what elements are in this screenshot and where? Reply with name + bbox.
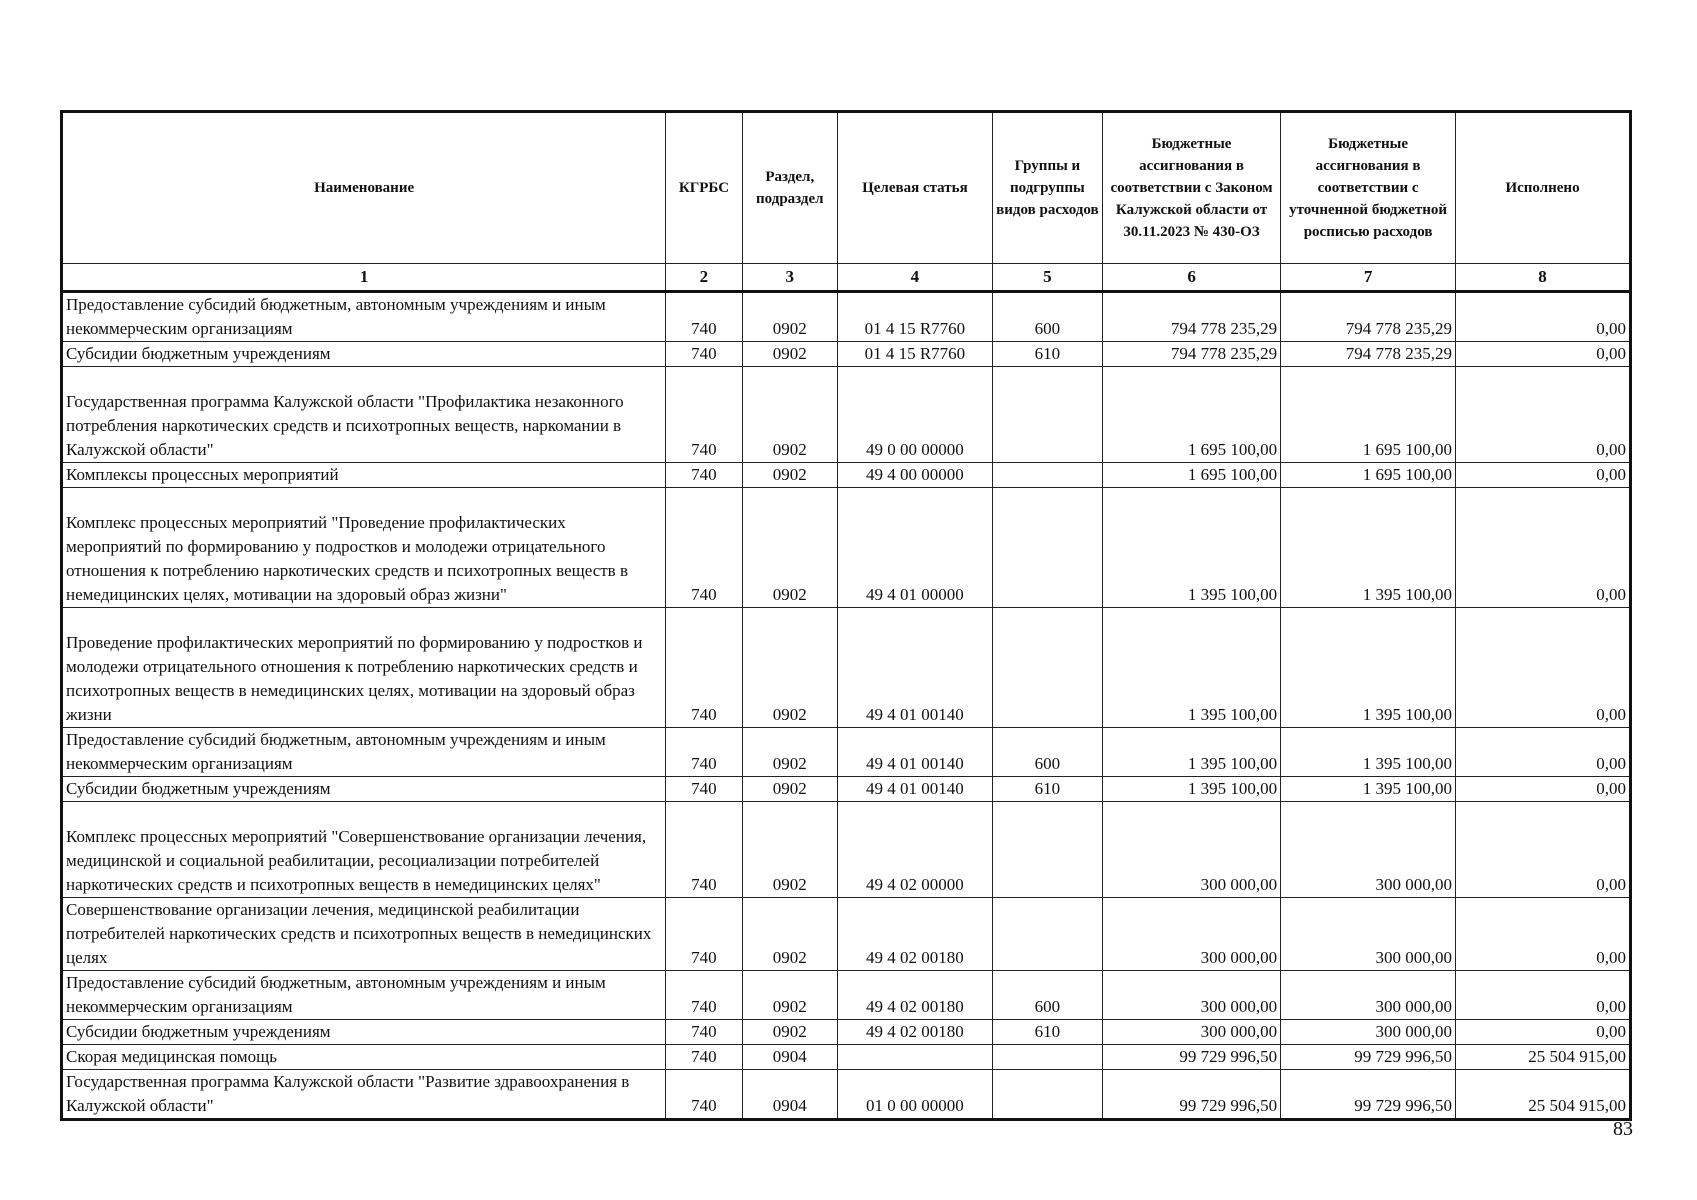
- row-refined-amount: 1 395 100,00: [1281, 608, 1456, 728]
- row-executed-amount: 0,00: [1456, 367, 1631, 463]
- row-refined-amount: 300 000,00: [1281, 1020, 1456, 1045]
- table-row: [62, 1070, 1631, 1120]
- row-executed-amount: 0,00: [1456, 342, 1631, 367]
- row-executed-amount: 25 504 915,00: [1456, 1070, 1631, 1120]
- row-section: 0902: [742, 777, 837, 802]
- table-row: [62, 971, 1631, 1020]
- row-executed-amount: 0,00: [1456, 728, 1631, 777]
- header-number: 8: [1456, 264, 1631, 292]
- table-row: [62, 367, 1631, 463]
- row-name: Предоставление субсидий бюджетным, автономным учреждениям и иным некоммерческим организациям: [62, 971, 666, 1020]
- row-law-amount: 794 778 235,29: [1103, 292, 1281, 342]
- row-executed-amount: 0,00: [1456, 777, 1631, 802]
- row-law-amount: 1 395 100,00: [1103, 488, 1281, 608]
- table-header: [62, 112, 1631, 292]
- row-section: 0902: [742, 728, 837, 777]
- row-group: [992, 1070, 1102, 1120]
- row-section: 0902: [742, 292, 837, 342]
- row-refined-amount: 300 000,00: [1281, 971, 1456, 1020]
- row-section: 0902: [742, 463, 837, 488]
- row-refined-amount: 1 695 100,00: [1281, 463, 1456, 488]
- row-law-amount: 99 729 996,50: [1103, 1070, 1281, 1120]
- row-law-amount: 1 695 100,00: [1103, 463, 1281, 488]
- row-kgrbs: 740: [666, 292, 742, 342]
- header-article: Целевая статья: [838, 112, 993, 264]
- row-refined-amount: 99 729 996,50: [1281, 1070, 1456, 1120]
- row-name: Государственная программа Калужской области "Развитие здравоохранения в Калужской области": [62, 1070, 666, 1120]
- row-name: Проведение профилактических мероприятий по формированию у подростков и молодежи отрицательного отношения к потреблению наркотических средств и психотропных веществ в немедицинских целях, мотивации на здоровый образ жизни: [62, 608, 666, 728]
- row-article: 49 4 02 00180: [838, 1020, 993, 1045]
- row-group: 610: [992, 777, 1102, 802]
- row-article: 01 4 15 R7760: [838, 342, 993, 367]
- table-row: [62, 342, 1631, 367]
- row-group: 600: [992, 728, 1102, 777]
- header-section: Раздел, подраздел: [742, 112, 837, 264]
- row-section: 0902: [742, 608, 837, 728]
- row-article: 49 4 02 00000: [838, 802, 993, 898]
- table-row: [62, 1045, 1631, 1070]
- budget-table: [60, 110, 1632, 1121]
- row-executed-amount: 0,00: [1456, 898, 1631, 971]
- header-name: Наименование: [62, 112, 666, 264]
- row-law-amount: 794 778 235,29: [1103, 342, 1281, 367]
- table-row: [62, 292, 1631, 342]
- row-article: 49 4 01 00000: [838, 488, 993, 608]
- row-group: [992, 802, 1102, 898]
- row-section: 0902: [742, 898, 837, 971]
- row-executed-amount: 0,00: [1456, 608, 1631, 728]
- row-law-amount: 300 000,00: [1103, 971, 1281, 1020]
- header-number: 5: [992, 264, 1102, 292]
- row-refined-amount: 1 395 100,00: [1281, 728, 1456, 777]
- row-name: Предоставление субсидий бюджетным, автономным учреждениям и иным некоммерческим организациям: [62, 292, 666, 342]
- row-section: 0904: [742, 1045, 837, 1070]
- row-law-amount: 1 395 100,00: [1103, 728, 1281, 777]
- table-row: [62, 728, 1631, 777]
- row-name: Субсидии бюджетным учреждениям: [62, 1020, 666, 1045]
- row-law-amount: 1 395 100,00: [1103, 777, 1281, 802]
- page-number: 83: [1613, 1118, 1633, 1140]
- row-refined-amount: 99 729 996,50: [1281, 1045, 1456, 1070]
- header-number: 2: [666, 264, 742, 292]
- table-row: [62, 898, 1631, 971]
- header-number: 3: [742, 264, 837, 292]
- row-executed-amount: 0,00: [1456, 802, 1631, 898]
- row-group: [992, 463, 1102, 488]
- row-group: 610: [992, 1020, 1102, 1045]
- row-name: Государственная программа Калужской области "Профилактика незаконного потребления наркотических средств и психотропных веществ, наркомании в Калужской области": [62, 367, 666, 463]
- row-name: Субсидии бюджетным учреждениям: [62, 342, 666, 367]
- row-law-amount: 300 000,00: [1103, 802, 1281, 898]
- row-name: Комплекс процессных мероприятий "Совершенствование организации лечения, медицинской и социальной реабилитации, ресоциализации потребителей наркотических средств и психотропных веществ в немедицинских целях": [62, 802, 666, 898]
- row-name: Скорая медицинская помощь: [62, 1045, 666, 1070]
- row-article: 49 4 01 00140: [838, 728, 993, 777]
- row-section: 0902: [742, 367, 837, 463]
- header-number: 1: [62, 264, 666, 292]
- row-kgrbs: 740: [666, 728, 742, 777]
- row-refined-amount: 794 778 235,29: [1281, 292, 1456, 342]
- row-section: 0902: [742, 802, 837, 898]
- row-article: 49 4 01 00140: [838, 608, 993, 728]
- table-row: [62, 488, 1631, 608]
- row-law-amount: 300 000,00: [1103, 898, 1281, 971]
- table-row: [62, 608, 1631, 728]
- row-section: 0902: [742, 1020, 837, 1045]
- row-executed-amount: 25 504 915,00: [1456, 1045, 1631, 1070]
- header-number: 4: [838, 264, 993, 292]
- row-kgrbs: 740: [666, 488, 742, 608]
- row-refined-amount: 1 395 100,00: [1281, 777, 1456, 802]
- row-kgrbs: 740: [666, 342, 742, 367]
- row-kgrbs: 740: [666, 898, 742, 971]
- row-kgrbs: 740: [666, 777, 742, 802]
- header-number: 7: [1281, 264, 1456, 292]
- table-row: [62, 802, 1631, 898]
- row-group: [992, 367, 1102, 463]
- table-row: [62, 1020, 1631, 1045]
- row-group: [992, 608, 1102, 728]
- row-article: [838, 1045, 993, 1070]
- row-kgrbs: 740: [666, 1020, 742, 1045]
- row-group: [992, 1045, 1102, 1070]
- row-article: 01 0 00 00000: [838, 1070, 993, 1120]
- row-refined-amount: 300 000,00: [1281, 898, 1456, 971]
- row-kgrbs: 740: [666, 1070, 742, 1120]
- row-executed-amount: 0,00: [1456, 488, 1631, 608]
- row-group: 600: [992, 971, 1102, 1020]
- row-group: [992, 488, 1102, 608]
- row-executed-amount: 0,00: [1456, 292, 1631, 342]
- row-law-amount: 300 000,00: [1103, 1020, 1281, 1045]
- row-article: 49 4 01 00140: [838, 777, 993, 802]
- row-kgrbs: 740: [666, 608, 742, 728]
- row-law-amount: 1 695 100,00: [1103, 367, 1281, 463]
- row-section: 0904: [742, 1070, 837, 1120]
- row-executed-amount: 0,00: [1456, 1020, 1631, 1045]
- header-executed: Исполнено: [1456, 112, 1631, 264]
- row-kgrbs: 740: [666, 971, 742, 1020]
- row-name: Комплекс процессных мероприятий "Проведение профилактических мероприятий по формированию у подростков и молодежи отрицательного отношения к потреблению наркотических средств и психотропных веществ в немедицинских целях, мотивации на здоровый образ жизни": [62, 488, 666, 608]
- row-article: 49 4 00 00000: [838, 463, 993, 488]
- row-name: Комплексы процессных мероприятий: [62, 463, 666, 488]
- row-executed-amount: 0,00: [1456, 463, 1631, 488]
- row-refined-amount: 1 395 100,00: [1281, 488, 1456, 608]
- header-kgrbs: КГРБС: [666, 112, 742, 264]
- row-refined-amount: 1 695 100,00: [1281, 367, 1456, 463]
- row-name: Совершенствование организации лечения, медицинской реабилитации потребителей наркотических средств и психотропных веществ в немедицинских целях: [62, 898, 666, 971]
- row-group: 610: [992, 342, 1102, 367]
- row-group: [992, 898, 1102, 971]
- header-number: 6: [1103, 264, 1281, 292]
- table-row: [62, 777, 1631, 802]
- row-kgrbs: 740: [666, 802, 742, 898]
- row-executed-amount: 0,00: [1456, 971, 1631, 1020]
- row-article: 49 0 00 00000: [838, 367, 993, 463]
- header-group: Группы и подгруппы видов расходов: [992, 112, 1102, 264]
- header-law: Бюджетные ассигнования в соответствии с Законом Калужской области от 30.11.2023 № 430-ОЗ: [1103, 112, 1281, 264]
- row-name: Субсидии бюджетным учреждениям: [62, 777, 666, 802]
- row-refined-amount: 300 000,00: [1281, 802, 1456, 898]
- row-group: 600: [992, 292, 1102, 342]
- row-law-amount: 99 729 996,50: [1103, 1045, 1281, 1070]
- row-kgrbs: 740: [666, 1045, 742, 1070]
- row-section: 0902: [742, 488, 837, 608]
- row-section: 0902: [742, 971, 837, 1020]
- table-row: [62, 463, 1631, 488]
- row-kgrbs: 740: [666, 367, 742, 463]
- row-article: 49 4 02 00180: [838, 898, 993, 971]
- row-article: 01 4 15 R7760: [838, 292, 993, 342]
- header-refined: Бюджетные ассигнования в соответствии с уточненной бюджетной росписью расходов: [1281, 112, 1456, 264]
- row-law-amount: 1 395 100,00: [1103, 608, 1281, 728]
- budget-table-container: [60, 110, 1632, 1121]
- row-name: Предоставление субсидий бюджетным, автономным учреждениям и иным некоммерческим организациям: [62, 728, 666, 777]
- row-article: 49 4 02 00180: [838, 971, 993, 1020]
- table-body: [62, 292, 1631, 1120]
- row-kgrbs: 740: [666, 463, 742, 488]
- row-section: 0902: [742, 342, 837, 367]
- row-refined-amount: 794 778 235,29: [1281, 342, 1456, 367]
